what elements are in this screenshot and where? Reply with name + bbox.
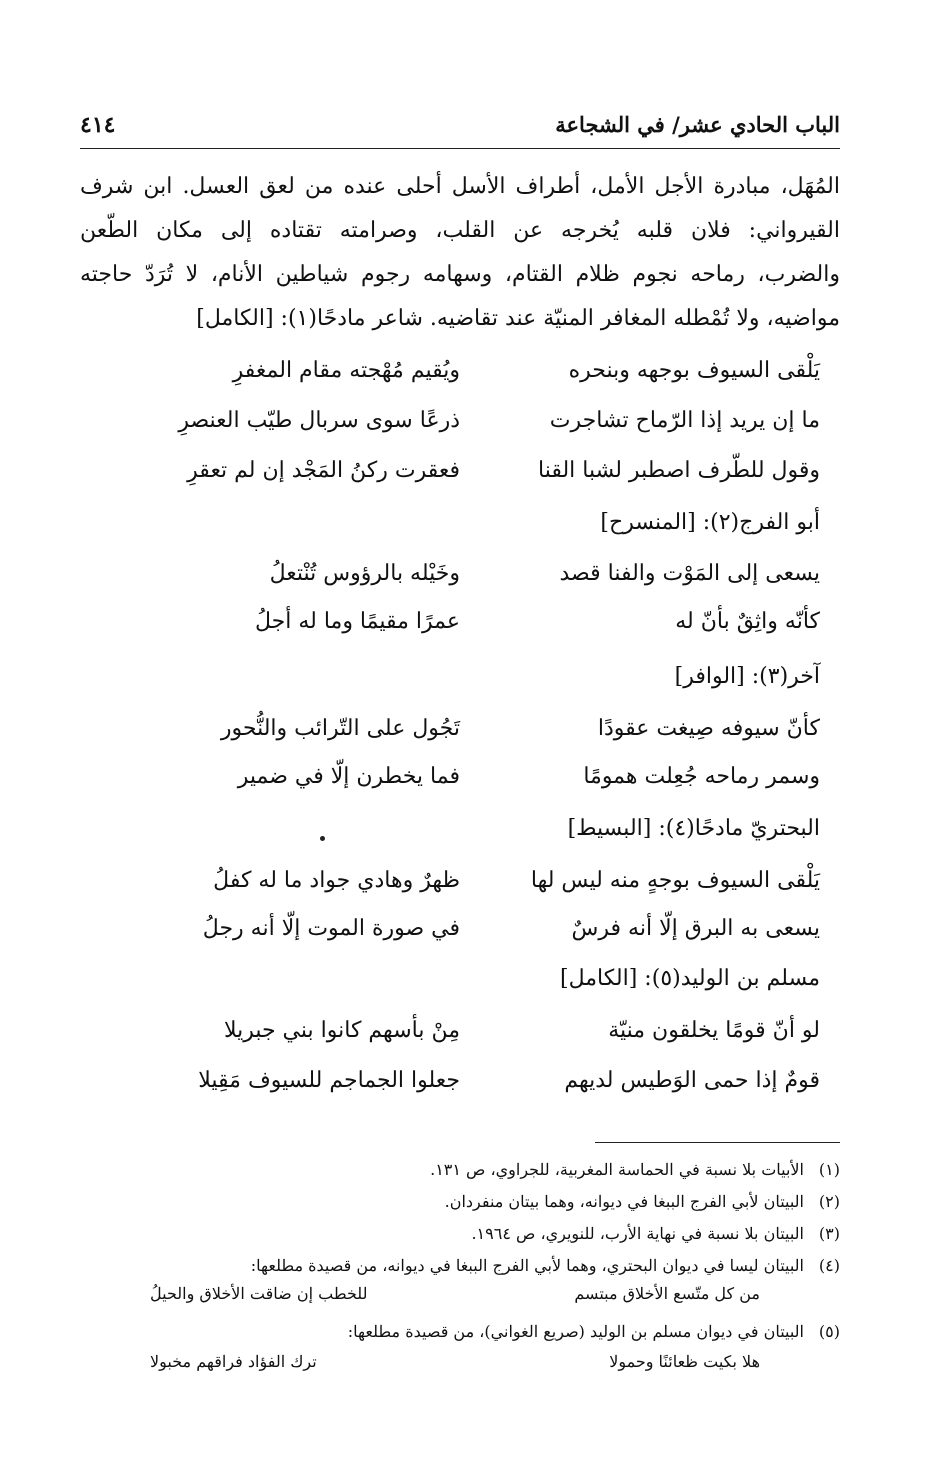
verse-first-hemistich: كأنّه واثِقٌ بأنّ له <box>675 609 820 634</box>
footnote-separator <box>595 1142 840 1143</box>
verse-second-hemistich: جعلوا الجماجم للسيوف مَقِيلا <box>198 1068 460 1093</box>
verse-line <box>120 710 820 756</box>
verse-line <box>120 1012 820 1058</box>
verse-line <box>120 402 820 448</box>
footnote-verse <box>150 1352 760 1378</box>
footnote-number: (٤) <box>818 1256 840 1275</box>
footnote <box>120 1256 840 1275</box>
verse-first-hemistich: يَلْقى السيوف بوجهه وبنحره <box>568 358 820 383</box>
verse-second-hemistich: مِنْ بأسهم كانوا بني جبريلا <box>223 1018 460 1043</box>
footnote <box>120 1322 840 1341</box>
footnote-verse-second: ترك الفؤاد فراقهم مخبولا <box>150 1352 317 1371</box>
verse-first-hemistich: ما إن يريد إذا الرّماح تشاجرت <box>549 408 820 433</box>
footnote-verse-first: هلا بكيت ظعائنًا وحمولا <box>609 1352 760 1371</box>
footnote <box>120 1224 840 1243</box>
verse-line <box>120 603 820 649</box>
verse-first-hemistich: يسعى إلى المَوْت والفنا قصد <box>559 561 820 586</box>
verse-line <box>120 758 820 804</box>
verse-line <box>120 1062 820 1108</box>
footnote-text: البيتان في ديوان مسلم بن الوليد (صريع الغواني)، من قصيدة مطلعها: <box>347 1322 804 1341</box>
verse-second-hemistich: ذرعًا سوى سربال طيّب العنصرِ <box>178 408 460 433</box>
footnote-number: (٣) <box>818 1224 840 1243</box>
footnote-number: (١) <box>818 1160 840 1179</box>
verse-second-hemistich: وخَيْله بالرؤوس تُنْتعلُ <box>269 561 460 586</box>
verse-second-hemistich: تَجُول على التّرائب والنُّحور <box>220 716 460 741</box>
verse-second-hemistich: فما يخطرن إلّا في ضمير <box>237 764 460 789</box>
chapter-title: الباب الحادي عشر/ في الشجاعة <box>555 112 840 137</box>
footnote-number: (٢) <box>818 1192 840 1211</box>
verse-second-hemistich: عمرًا مقيمًا وما له أجلُ <box>254 609 460 634</box>
verse-first-hemistich: يسعى به البرق إلّا أنه فرسٌ <box>571 916 820 941</box>
verse-line <box>120 352 820 398</box>
prose-paragraph <box>80 165 840 341</box>
poet-attribution: آخر(٣): [الوافر] <box>674 664 820 689</box>
verse-line <box>120 910 820 956</box>
prose-line: القيرواني: فلان قلبه يُخرجه عن القلب، وصرامته تقتاده إلى مكان الطّعن <box>80 218 840 243</box>
footnote-text: البيتان لأبي الفرج الببغا في ديوانه، وهما بيتان منفردان. <box>444 1192 804 1211</box>
verse-first-hemistich: لو أنّ قومًا يخلقون منيّة <box>608 1018 820 1043</box>
verse-first-hemistich: كأنّ سيوفه صِيغت عقودًا <box>597 716 820 741</box>
poet-attribution: أبو الفرج(٢): [المنسرح] <box>600 510 820 535</box>
verse-first-hemistich: وسمر رماحه جُعِلت همومًا <box>583 764 820 789</box>
verse-second-hemistich: في صورة الموت إلّا أنه رجلُ <box>202 916 460 941</box>
prose-line: المُهَل، مبادرة الأجل الأمل، أطراف الأسل أحلى عنده من لعق العسل. ابن شرف <box>80 174 840 199</box>
footnote-verse-first: من كل متّسع الأخلاق مبتسم <box>574 1284 760 1303</box>
poet-attribution: البحتريّ مادحًا(٤): [البسيط] <box>567 816 820 841</box>
footnote-text: البيتان بلا نسبة في نهاية الأرب، للنويري، ص ١٩٦٤. <box>471 1224 804 1243</box>
running-header <box>80 108 840 148</box>
prose-line: والضرب، رماحه نجوم ظلام القتام، وسهامه رجوم شياطين الأنام، لا تُرَدّ حاجته <box>80 262 840 287</box>
ink-speck <box>320 836 325 841</box>
poet-attribution: مسلم بن الوليد(٥): [الكامل] <box>560 966 820 991</box>
verse-second-hemistich: ظهرٌ وهادي جواد ما له كفلُ <box>213 868 460 893</box>
footnote-verse-second: للخطب إن ضاقت الأخلاق والحيلُ <box>150 1284 368 1303</box>
header-rule <box>80 148 840 149</box>
verse-second-hemistich: ويُقيم مُهْجته مقام المغفرِ <box>232 358 460 383</box>
footnote-text: البيتان ليسا في ديوان البحتري، وهما لأبي الفرج الببغا في ديوانه، من قصيدة مطلعها: <box>250 1256 804 1275</box>
verse-first-hemistich: قومٌ إذا حمى الوَطيس لديهم <box>564 1068 820 1093</box>
verse-line <box>120 555 820 601</box>
footnote <box>120 1192 840 1211</box>
verse-first-hemistich: يَلْقى السيوف بوجهٍ منه ليس لها <box>530 868 820 893</box>
footnote <box>120 1160 840 1179</box>
verse-second-hemistich: فعقرت ركنُ المَجْد إن لم تعقرِ <box>187 458 460 483</box>
footnote-verse <box>150 1284 760 1310</box>
verse-line <box>120 862 820 908</box>
verse-line <box>120 452 820 498</box>
footnote-text: الأبيات بلا نسبة في الحماسة المغربية، للجراوي، ص ١٣١. <box>430 1160 804 1179</box>
prose-line: مواضيه، ولا تُمْطله المغافر المنيّة عند تقاضيه. شاعر مادحًا(١): [الكامل] <box>196 306 840 331</box>
verse-first-hemistich: وقول للطّرف اصطبر لشبا القنا <box>537 458 820 483</box>
footnote-number: (٥) <box>818 1322 840 1341</box>
page-number: ٤١٤ <box>80 112 116 138</box>
